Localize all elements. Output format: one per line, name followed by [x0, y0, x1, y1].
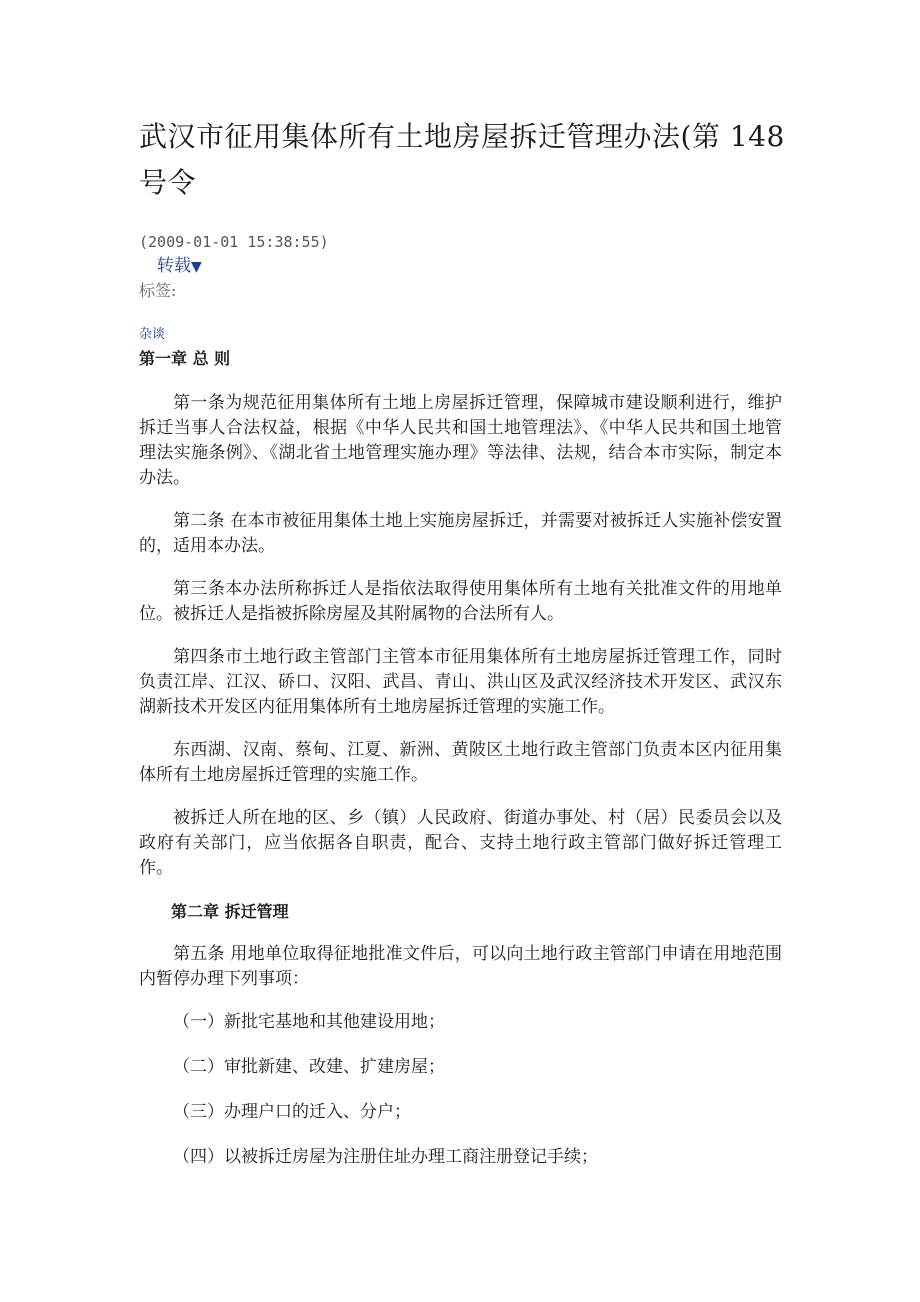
article-paragraph: 第五条 用地单位取得征地批准文件后，可以向土地行政主管部门申请在用地范围内暂停办理下列事项： [139, 944, 782, 989]
article-paragraph: 第二条 在本市被征用集体土地上实施房屋拆迁，并需要对被拆迁人实施补偿安置的，适用本办法。 [139, 511, 782, 556]
dropdown-arrow-icon: ▼ [191, 259, 202, 275]
list-item: （三）办理户口的迁入、分户； [173, 1102, 411, 1122]
article-body [139, 346, 782, 1190]
list-item: （一）新批宅基地和其他建设用地； [173, 1012, 445, 1032]
repost-label: 转载 [157, 256, 191, 276]
tag-link[interactable]: 杂谈 [139, 327, 166, 342]
article-paragraph: 第一条为规范征用集体所有土地上房屋拆迁管理，保障城市建设顺利进行，维护拆迁当事人合法权益，根据《中华人民共和国土地管理法》、《中华人民共和国土地管理法实施条例》、《湖北省土地管理实施办理》等法律、法规，结合本市实际，制定本办法。 [139, 393, 782, 488]
list-item: （二）审批新建、改建、扩建房屋； [173, 1057, 445, 1077]
article-paragraph: 被拆迁人所在地的区、乡（镇）人民政府、街道办事处、村（居）民委员会以及政府有关部门，应当依据各自职责，配合、支持土地行政主管部门做好拆迁管理工作。 [139, 808, 782, 878]
article-paragraph: 第四条市土地行政主管部门主管本市征用集体所有土地房屋拆迁管理工作，同时负责江岸、江汉、硚口、汉阳、武昌、青山、洪山区及武汉经济技术开发区、武汉东湖新技术开发区内征用集体所有土地房屋拆迁管理的实施工作。 [139, 647, 782, 717]
article-paragraph: 东西湖、汉南、蔡甸、江夏、新洲、黄陂区土地行政主管部门负责本区内征用集体所有土地房屋拆迁管理的实施工作。 [139, 740, 782, 785]
post-date: (2009-01-01 15:38:55) [139, 233, 329, 251]
chapter-heading: 第二章 拆迁管理 [171, 902, 289, 921]
article-paragraph: 第三条本办法所称拆迁人是指依法取得使用集体所有土地有关批准文件的用地单位。被拆迁人是指被拆除房屋及其附属物的合法所有人。 [139, 579, 782, 624]
list-item: （四）以被拆迁房屋为注册住址办理工商注册登记手续； [173, 1147, 598, 1167]
chapter-heading: 第一章 总 则 [139, 349, 231, 368]
tags-label: 标签: [139, 281, 177, 300]
page-title: 武汉市征用集体所有土地房屋拆迁管理办法(第 148 号令 [139, 120, 785, 199]
repost-link[interactable] [157, 255, 202, 278]
